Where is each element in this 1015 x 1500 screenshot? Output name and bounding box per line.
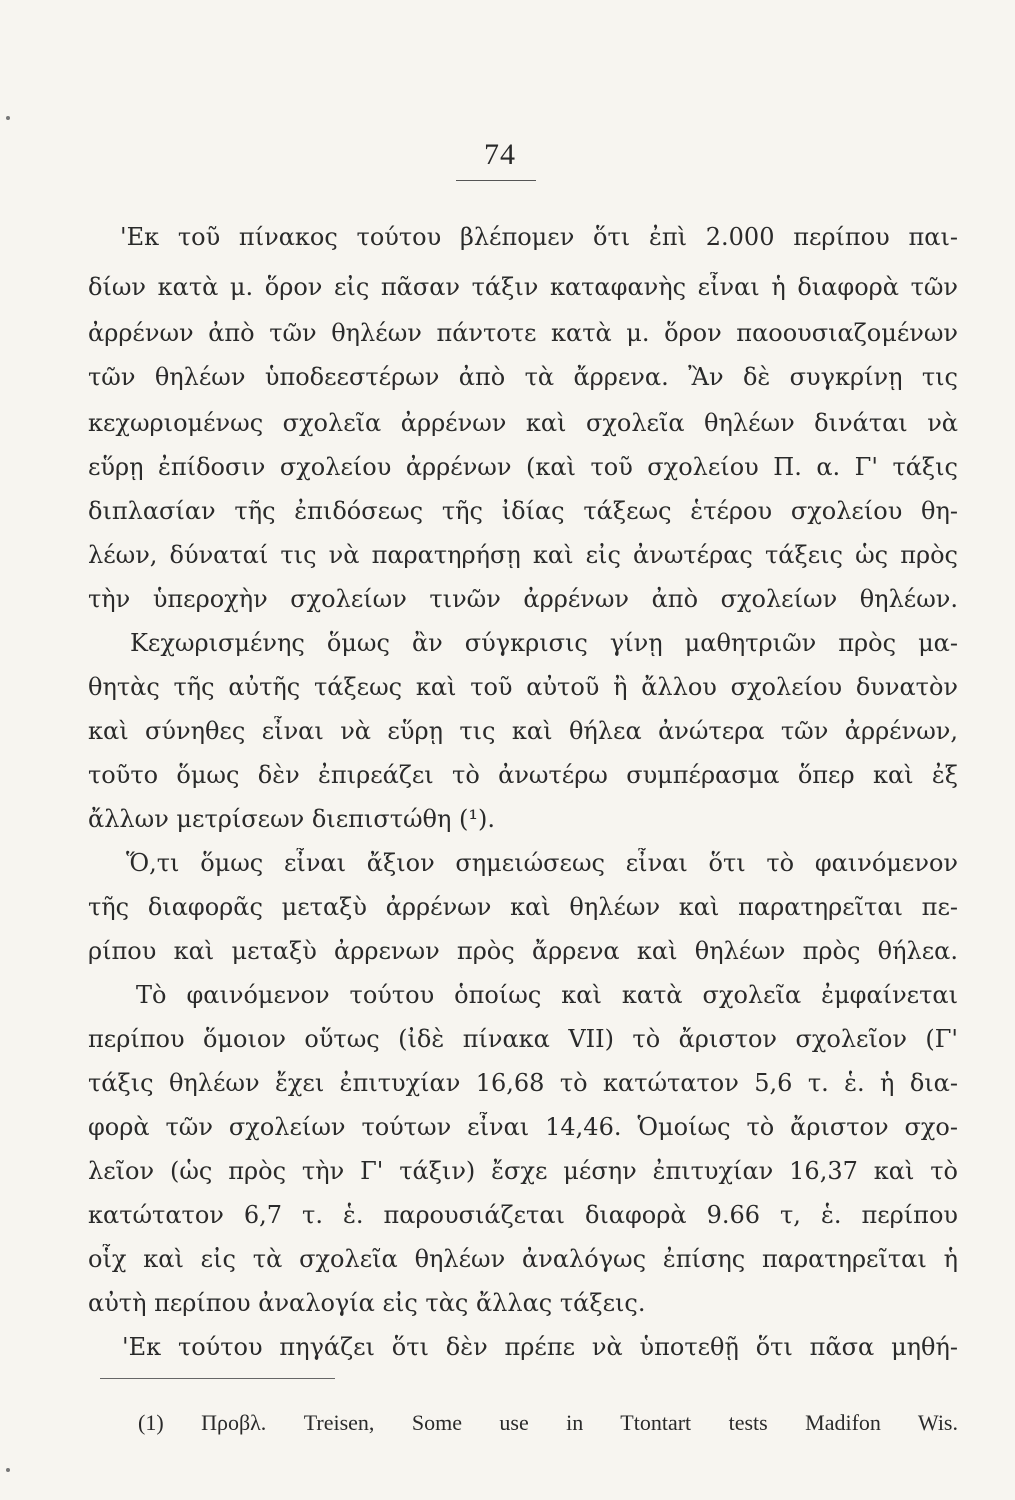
footnote-rule <box>100 1378 335 1379</box>
text-line: κεχωριομένως σχολεῖα ἀρρένων καὶ σχολεῖα θηλέων δινάται νὰ <box>88 409 958 437</box>
text-line: διπλασίαν τῆς ἐπιδόσεως τῆς ἰδίας τάξεως ἑτέρου σχολείου θη- <box>88 497 958 525</box>
text-line: ἀρρένων ἀπὸ τῶν θηλέων πάντοτε κατὰ μ. ὅρον παοουσιαζομένων <box>88 319 958 347</box>
text-line: καὶ σύνηθες εἶναι νὰ εὕρῃ τις καὶ θήλεα ἀνώτερα τῶν ἀρρένων, <box>88 717 958 745</box>
text-line: Τὸ φαινόμενον τούτου ὁποίως καὶ κατὰ σχολεῖα ἐμφαίνεται <box>136 981 958 1009</box>
text-line: ρίπου καὶ μεταξὺ ἀρρενων πρὸς ἄρρενα καὶ θηλέων πρὸς θήλεα. <box>88 937 958 965</box>
text-line: τῆς διαφορᾶς μεταξὺ ἀρρένων καὶ θηλέων καὶ παρατηρεῖται πε- <box>88 893 958 921</box>
scan-speck <box>6 1468 10 1472</box>
text-line: φορὰ τῶν σχολείων τούτων εἶναι 14,46. Ὁμοίως τὸ ἄριστον σχο- <box>88 1113 958 1141</box>
text-line: Κεχωρισμένης ὅμως ἂν σύγκρισις γίνῃ μαθητριῶν πρὸς μα- <box>130 629 958 657</box>
text-line: Ὅ,τι ὅμως εἶναι ἄξιον σημειώσεως εἶναι ὅτι τὸ φαινόμενον <box>126 849 958 877</box>
text-line: εὕρῃ ἐπίδοσιν σχολείου ἀρρένων (καὶ τοῦ σχολείου Π. α. Γ' τάξις <box>88 453 958 481</box>
text-line: τῶν θηλέων ὑποδεεστέρων ἀπὸ τὰ ἄρρενα. Ἂν δὲ συγκρίνῃ τις <box>88 363 958 391</box>
text-line: λέων, δύναταί τις νὰ παρατηρήσῃ καὶ εἰς ἀνωτέρας τάξεις ὡς πρὸς <box>88 541 958 569</box>
text-line: 'Εκ τούτου πηγάζει ὅτι δὲν πρέπε νὰ ὑποτεθῇ ὅτι πᾶσα μηθή- <box>122 1333 958 1361</box>
text-line: αὐτὴ περίπου ἀναλογία εἰς τὰς ἄλλας τάξεις. <box>88 1289 646 1317</box>
text-line: τὴν ὑπεροχὴν σχολείων τινῶν ἀρρένων ἀπὸ σχολείων θηλέων. <box>88 585 958 613</box>
text-line: περίπου ὅμοιον οὕτως (ἰδὲ πίνακα VII) τὸ ἄριστον σχολεῖον (Γ' <box>88 1025 958 1053</box>
text-line: θητὰς τῆς αὐτῆς τάξεως καὶ τοῦ αὐτοῦ ἢ ἄλλου σχολείου δυνατὸν <box>88 673 958 701</box>
text-line: τάξις θηλέων ἔχει ἐπιτυχίαν 16,68 τὸ κατώτατον 5,6 τ. ἑ. ἡ δια- <box>88 1069 958 1097</box>
page-number-rule <box>456 180 536 181</box>
text-line: 'Εκ τοῦ πίνακος τούτου βλέπομεν ὅτι ἐπὶ 2.000 περίπου παι- <box>120 223 958 251</box>
text-line: κατώτατον 6,7 τ. ἑ. παρουσιάζεται διαφορὰ 9.66 τ, ἑ. περίπου <box>88 1201 958 1229</box>
page-number: 74 <box>484 138 516 171</box>
text-line: τοῦτο ὅμως δὲν ἐπιρεάζει τὸ ἀνωτέρω συμπέρασμα ὅπερ καὶ ἐξ <box>88 761 958 789</box>
text-line: λεῖον (ὡς πρὸς τὴν Γ' τάξιν) ἔσχε μέσην ἐπιτυχίαν 16,37 καὶ τὸ <box>88 1157 958 1185</box>
text-line: δίων κατὰ μ. ὅρον εἰς πᾶσαν τάξιν καταφανὴς εἶναι ἡ διαφορὰ τῶν <box>88 273 958 301</box>
text-line: ἄλλων μετρίσεων διεπιστώθη (¹). <box>88 805 495 833</box>
text-line: οἷχ καὶ εἰς τὰ σχολεῖα θηλέων ἀναλόγως ἐπίσης παρατηρεῖται ἡ <box>88 1245 958 1273</box>
scan-speck <box>6 116 10 120</box>
footnote: (1) Προβλ. Treisen, Some use in Ttontart tests Madifon Wis. <box>138 1410 958 1435</box>
